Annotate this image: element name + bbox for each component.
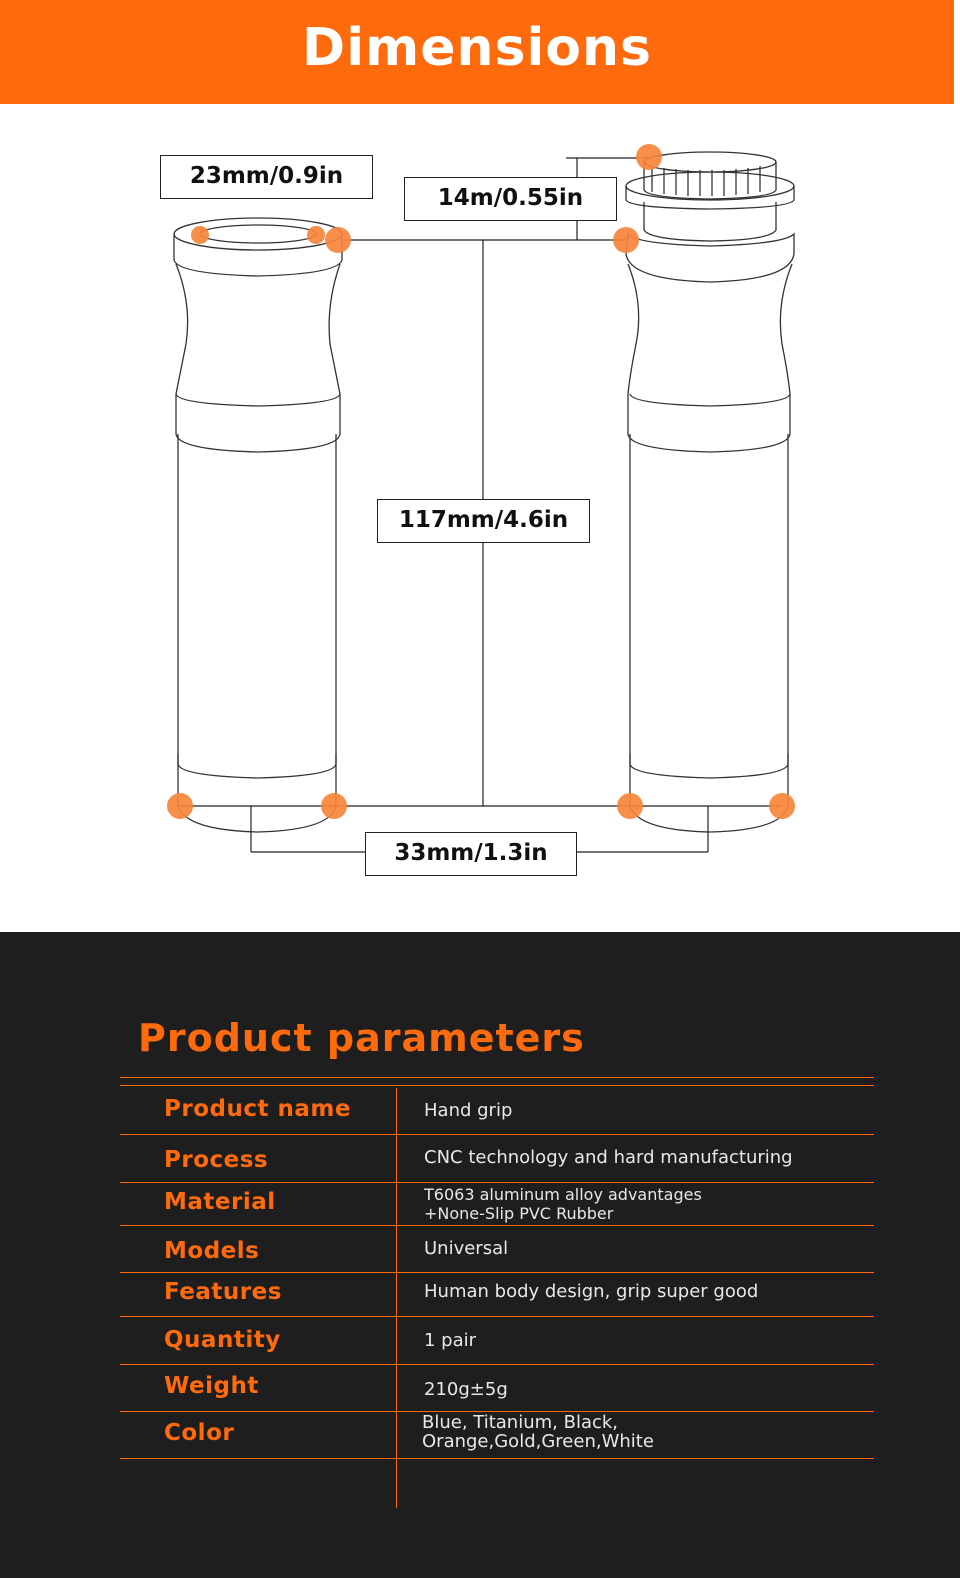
marker-dot bbox=[636, 144, 662, 170]
length-label: 117mm/4.6in bbox=[377, 499, 590, 543]
row-key: Process bbox=[164, 1147, 269, 1173]
marker-dot bbox=[325, 227, 351, 253]
row-key: Color bbox=[164, 1420, 235, 1446]
table-row bbox=[120, 1135, 874, 1183]
row-key: Quantity bbox=[164, 1327, 281, 1353]
row-key: Material bbox=[164, 1189, 276, 1215]
row-value: Blue, Titanium, Black, Orange,Gold,Green,White bbox=[422, 1412, 654, 1452]
row-value: 1 pair bbox=[424, 1330, 477, 1351]
marker-dot bbox=[307, 226, 325, 244]
table-row bbox=[120, 1365, 874, 1412]
page-title: Dimensions bbox=[302, 18, 652, 78]
table-row bbox=[120, 1273, 874, 1317]
marker-dot bbox=[191, 226, 209, 244]
dimension-drawing bbox=[0, 104, 960, 932]
marker-dot bbox=[769, 793, 795, 819]
row-value: 210g±5g bbox=[424, 1379, 508, 1400]
right-grip-illustration bbox=[626, 152, 794, 832]
marker-dot bbox=[321, 793, 347, 819]
row-key: Features bbox=[164, 1279, 282, 1305]
table-row bbox=[120, 1086, 874, 1135]
top-diameter-label: 23mm/0.9in bbox=[160, 155, 373, 199]
marker-dot bbox=[617, 793, 643, 819]
row-value: T6063 aluminum alloy advantages +None-Slip PVC Rubber bbox=[424, 1185, 702, 1223]
table-row bbox=[120, 1226, 874, 1273]
left-grip-illustration bbox=[174, 218, 342, 832]
row-value: CNC technology and hard manufacturing bbox=[424, 1147, 793, 1168]
table-row bbox=[120, 1183, 874, 1226]
row-key: Product name bbox=[164, 1096, 351, 1122]
row-value: Hand grip bbox=[424, 1100, 513, 1121]
header-banner bbox=[0, 0, 954, 104]
marker-dot bbox=[167, 793, 193, 819]
row-value: Human body design, grip super good bbox=[424, 1281, 759, 1302]
section-title: Product parameters bbox=[138, 1016, 585, 1060]
marker-dot bbox=[613, 227, 639, 253]
bottom-diameter-label: 33mm/1.3in bbox=[365, 832, 577, 876]
cap-height-label: 14m/0.55in bbox=[404, 177, 617, 221]
table-row bbox=[120, 1412, 874, 1459]
row-key: Models bbox=[164, 1238, 260, 1264]
table-row bbox=[120, 1317, 874, 1365]
table-top-divider bbox=[120, 1077, 874, 1078]
row-key: Weight bbox=[164, 1373, 259, 1399]
row-value: Universal bbox=[424, 1238, 509, 1259]
